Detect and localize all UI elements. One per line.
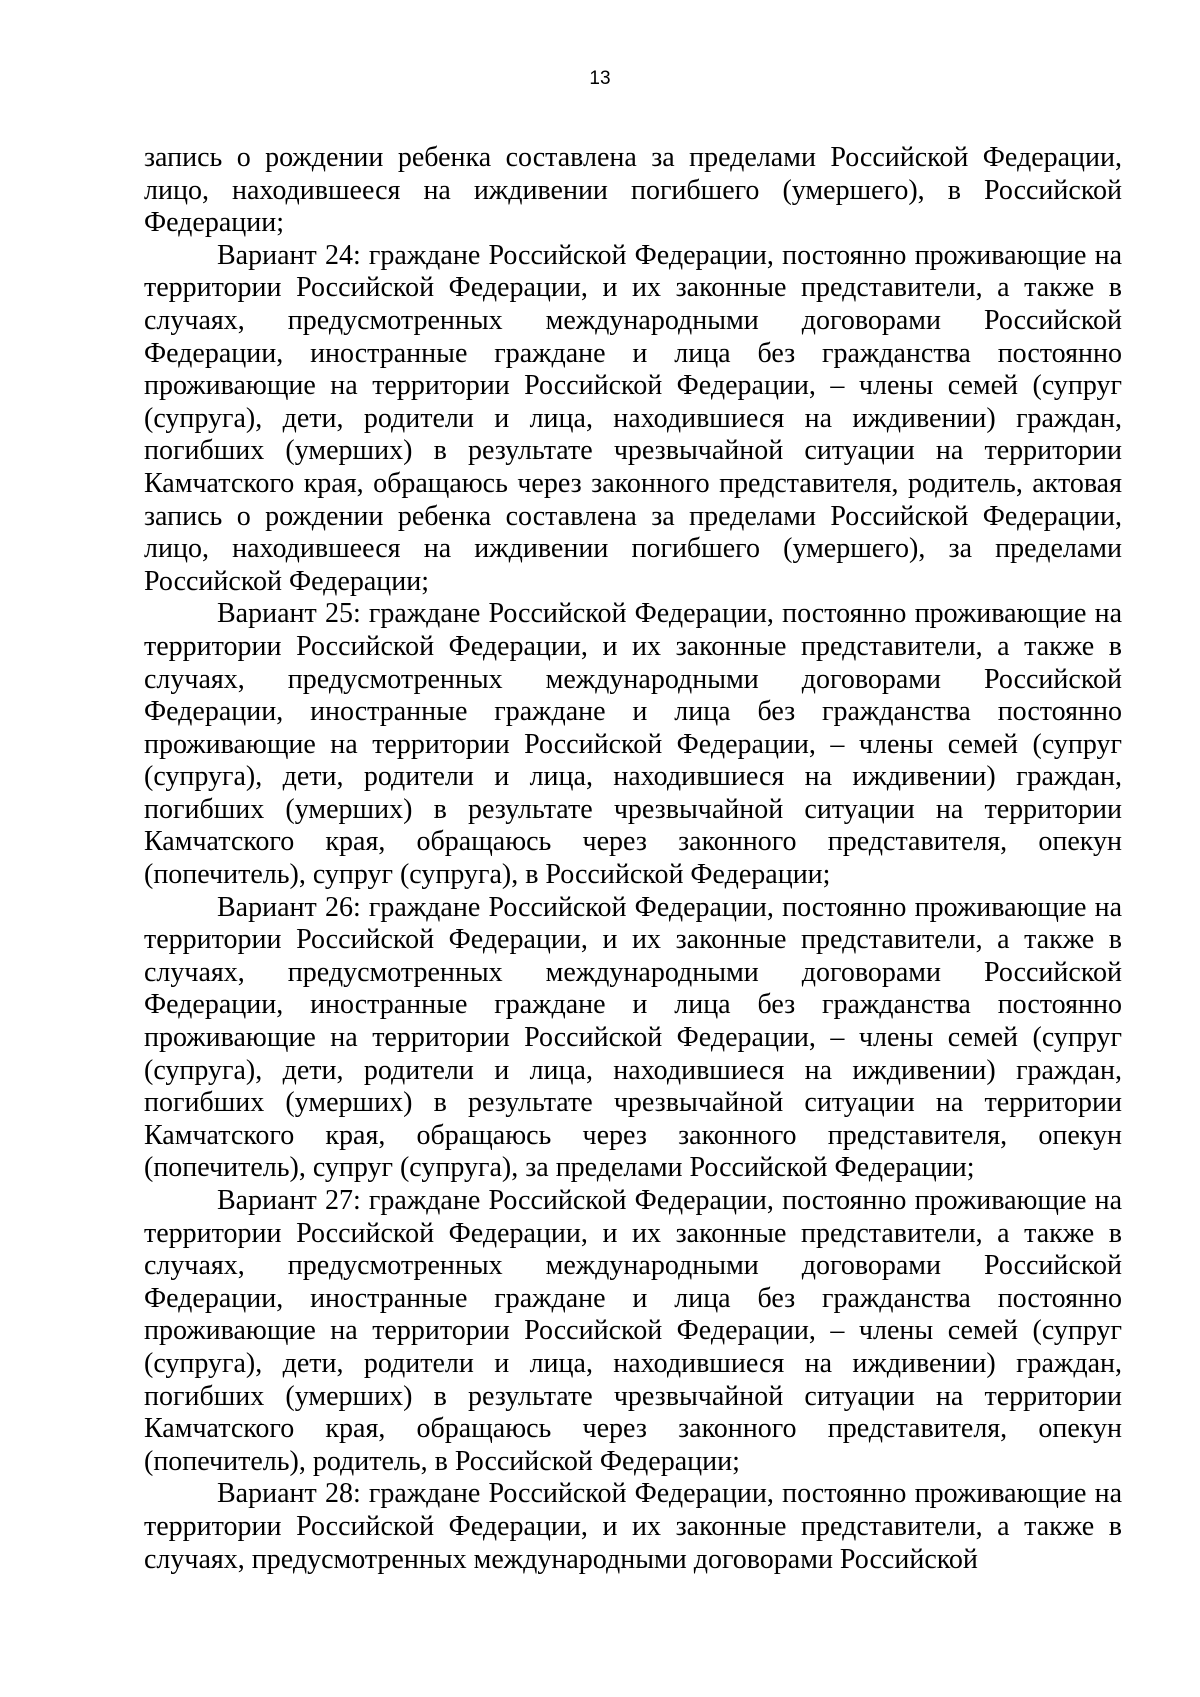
page-number: 13: [589, 68, 611, 89]
paragraph-variant-26: Вариант 26: граждане Российской Федерации, постоянно проживающие на территории Российской Федерации, и их законные представители, а также в случаях, предусмотренных международными договорами Российской Федерации, иностранные граждане и лица без гражданства постоянно проживающие на территории Российской Федерации, – члены семей (супруг (супруга), дети, родители и лица, находившиеся на иждивении) граждан, погибших (умерших) в результате чрезвычайной ситуации на территории Камчатского края, обращаюсь через законного представителя, опекун (попечитель), супруг (супруга), за пределами Российской Федерации;: [144, 891, 1122, 1184]
paragraph-continuation: запись о рождении ребенка составлена за пределами Российской Федерации, лицо, находившееся на иждивении погибшего (умершего), в Российской Федерации;: [144, 142, 1122, 239]
paragraph-variant-27: Вариант 27: граждане Российской Федерации, постоянно проживающие на территории Российской Федерации, и их законные представители, а также в случаях, предусмотренных международными договорами Российской Федерации, иностранные граждане и лица без гражданства постоянно проживающие на территории Российской Федерации, – члены семей (супруг (супруга), дети, родители и лица, находившиеся на иждивении) граждан, погибших (умерших) в результате чрезвычайной ситуации на территории Камчатского края, обращаюсь через законного представителя, опекун (попечитель), родитель, в Российской Федерации;: [144, 1185, 1122, 1477]
paragraph-variant-24: Вариант 24: граждане Российской Федерации, постоянно проживающие на территории Российской Федерации, и их законные представители, а также в случаях, предусмотренных международными договорами Российской Федерации, иностранные граждане и лица без гражданства постоянно проживающие на территории Российской Федерации, – члены семей (супруг (супруга), дети, родители и лица, находившиеся на иждивении) граждан, погибших (умерших) в результате чрезвычайной ситуации на территории Камчатского края, обращаюсь через законного представителя, родитель, актовая запись о рождении ребенка составлена за пределами Российской Федерации, лицо, находившееся на иждивении погибшего (умершего), за пределами Российской Федерации;: [144, 239, 1122, 597]
document-body: [144, 142, 1122, 1576]
paragraph-variant-25: Вариант 25: граждане Российской Федерации, постоянно проживающие на территории Российской Федерации, и их законные представители, а также в случаях, предусмотренных международными договорами Российской Федерации, иностранные граждане и лица без гражданства постоянно проживающие на территории Российской Федерации, – члены семей (супруг (супруга), дети, родители и лица, находившиеся на иждивении) граждан, погибших (умерших) в результате чрезвычайной ситуации на территории Камчатского края, обращаюсь через законного представителя, опекун (попечитель), супруг (супруга), в Российской Федерации;: [144, 598, 1122, 891]
paragraph-variant-28: Вариант 28: граждане Российской Федерации, постоянно проживающие на территории Российской Федерации, и их законные представители, а также в случаях, предусмотренных международными договорами Российской: [144, 1478, 1122, 1575]
